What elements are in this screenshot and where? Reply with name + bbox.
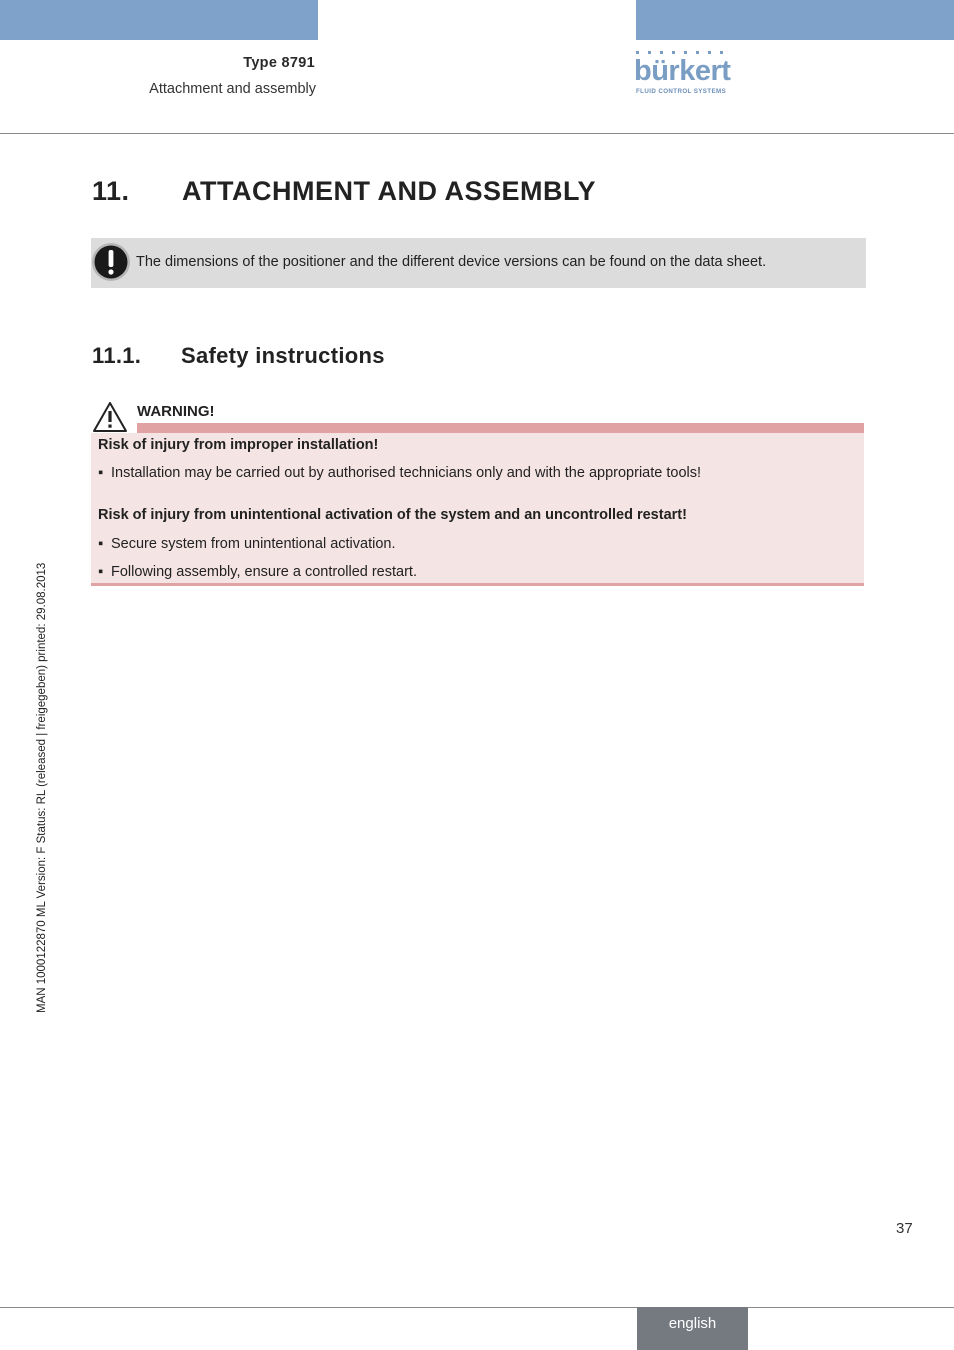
section-number: 11.1. (92, 343, 142, 368)
warning-triangle-icon (92, 401, 128, 433)
chapter-heading (92, 176, 596, 207)
section-title: Safety instructions (181, 343, 385, 368)
header-band-left (0, 0, 318, 40)
note-text: The dimensions of the positioner and the different device versions can be found on the data sheet. (136, 254, 767, 270)
logo-tagline: FLUID CONTROL SYSTEMS (636, 88, 727, 95)
burkert-logo (634, 55, 744, 99)
header-divider (0, 133, 954, 134)
logo-wordmark: bürkert (634, 55, 731, 87)
chapter-number: 11. (92, 176, 130, 206)
bullet-icon: ▪ (98, 465, 104, 481)
warning-group-heading: Risk of injury from improper installation! (98, 437, 379, 453)
warning-rule (137, 423, 864, 433)
header-subtitle: Attachment and assembly (149, 81, 316, 97)
warning-list-item: ▪ Secure system from unintentional activation. (98, 536, 396, 552)
header-band-right (636, 0, 954, 40)
warning-group-heading: Risk of injury from unintentional activation of the system and an uncontrolled restart! (98, 507, 687, 523)
bullet-icon: ▪ (98, 536, 104, 552)
warning-label: WARNING! (137, 403, 215, 420)
document-status-text: MAN 1000122870 ML Version: F Status: RL (released | freigegeben) printed: 29.08.2013 (36, 562, 48, 1013)
language-tab: english (637, 1307, 748, 1350)
warning-box (91, 433, 864, 583)
header-type: Type 8791 (243, 55, 315, 71)
page-number: 37 (896, 1220, 913, 1237)
section-heading (92, 343, 385, 369)
footer-divider (0, 1307, 954, 1308)
note-box (91, 238, 866, 288)
chapter-title: ATTACHMENT AND ASSEMBLY (182, 176, 596, 206)
warning-list-item: ▪ Installation may be carried out by authorised technicians only and with the appropriate tools! (98, 465, 702, 481)
warning-bottom-rule (91, 583, 864, 586)
exclamation-circle-icon (91, 242, 131, 282)
warning-list-item: ▪ Following assembly, ensure a controlled restart. (98, 564, 417, 580)
bullet-icon: ▪ (98, 564, 104, 580)
